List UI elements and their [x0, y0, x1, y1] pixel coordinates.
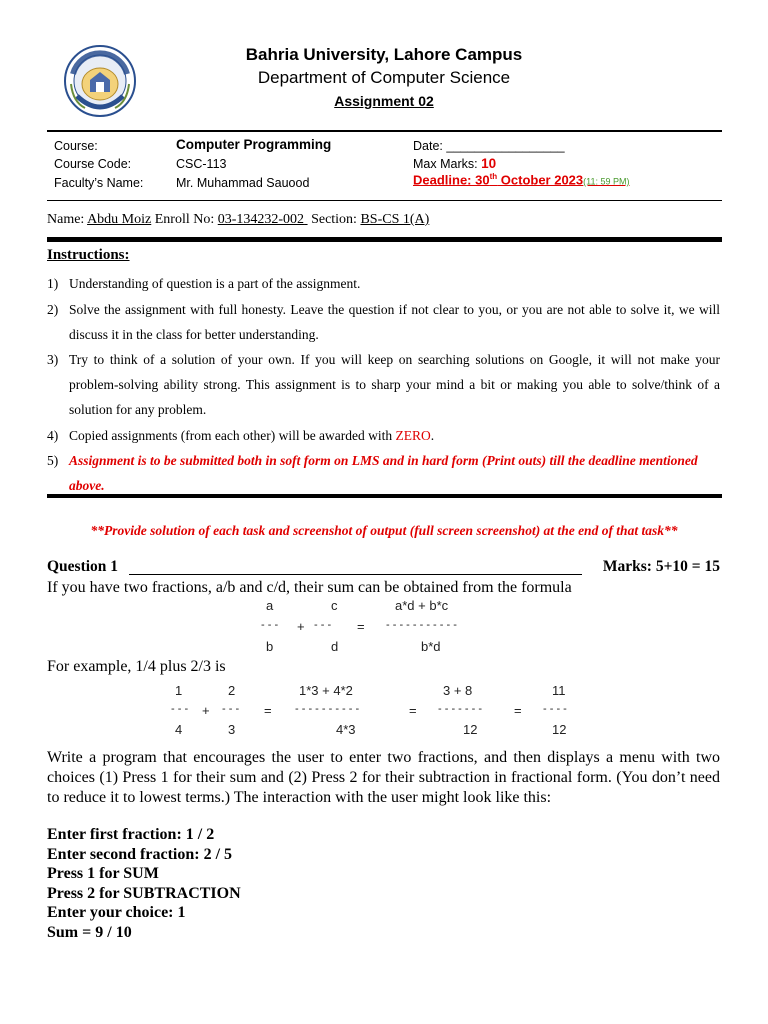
instruction-text: Solve the assignment with full honesty. Leave the question if not clear to you, or you are not able to solve it, we will discuss it in the class for better understanding. — [69, 302, 720, 342]
info-divider — [47, 200, 722, 201]
deadline-suffix: October 2023 — [497, 172, 584, 188]
example-bottom: 12 — [463, 722, 478, 737]
name-label: Name: — [47, 212, 85, 227]
instruction-text-end: . — [430, 428, 435, 443]
faculty-value: Mr. Muhammad Sauood — [176, 176, 310, 190]
instruction-text: Understanding of question is a part of the assignment. — [69, 276, 361, 291]
example-top: 11 — [552, 683, 566, 698]
formula-a: a — [266, 598, 274, 613]
formula-plus: + — [297, 619, 305, 634]
deadline-time: (11: 59 PM) — [583, 176, 630, 187]
question-marks: Marks: 5+10 = 15 — [602, 558, 720, 575]
course-value: Computer Programming — [176, 137, 332, 152]
date-row — [413, 139, 565, 153]
example-equals: = — [264, 703, 272, 718]
faculty-label: Faculty’s Name: — [54, 176, 144, 190]
example-bar: - - - - - - - - - - — [295, 703, 360, 715]
instruction-item — [47, 448, 720, 498]
deadline — [413, 172, 630, 187]
formula-equals: = — [357, 619, 365, 634]
instruction-item — [47, 271, 720, 296]
header-divider — [47, 130, 722, 132]
instruction-text: Copied assignments (from each other) will be awarded with — [69, 428, 396, 443]
deadline-sup: th — [489, 172, 498, 181]
instruction-text: Try to think of a solution of your own. If you will keep on searching solutions on Google, it will not make your problem-solving ability strong. This assignment is to sharp your mind a bit or making you able to solve/think of a solution for any problem. — [69, 352, 720, 417]
example-bottom: 12 — [552, 722, 567, 737]
interaction-line: Press 2 for SUBTRACTION — [47, 885, 241, 902]
example-top: 1 — [175, 683, 183, 698]
section-label: Section: — [311, 212, 357, 227]
instruction-item — [47, 297, 720, 347]
instructions-title: Instructions: — [47, 247, 130, 263]
code-label: Course Code: — [54, 157, 132, 171]
course-label: Course: — [54, 139, 98, 153]
question-intro: If you have two fractions, a/b and c/d, their sum can be obtained from the formula — [47, 579, 572, 596]
submission-note: **Provide solution of each task and screenshot of output (full screen screenshot) at the end of that task** — [90, 523, 678, 538]
example-intro: For example, 1/4 plus 2/3 is — [47, 658, 226, 675]
example-bottom: 3 — [228, 722, 236, 737]
example-equals: = — [409, 703, 417, 718]
instruction-number: 2) — [47, 302, 59, 317]
marks-label: Max Marks: — [413, 157, 478, 171]
example-bottom: 4 — [175, 722, 183, 737]
question-underline — [129, 574, 582, 575]
interaction-line: Enter second fraction: 2 / 5 — [47, 846, 233, 863]
example-plus: + — [202, 703, 210, 718]
section-value: BS-CS 1(A) — [360, 212, 430, 227]
instruction-number: 5) — [47, 453, 59, 468]
formula-b: b — [266, 639, 274, 654]
example-top: 1*3 + 4*2 — [299, 683, 353, 698]
student-row — [47, 212, 429, 228]
enroll-label: Enroll No: — [154, 212, 215, 227]
instruction-item — [47, 347, 720, 422]
marks-row — [413, 156, 496, 171]
interaction-line: Enter your choice: 1 — [47, 904, 186, 921]
deadline-prefix: Deadline: 30 — [413, 172, 490, 188]
enroll-value: 03-134232-002 — [217, 212, 305, 227]
instruction-text: Assignment is to be submitted both in soft form on LMS and in hard form (Print outs) till the deadline mentioned above. — [69, 453, 698, 493]
example-top: 2 — [228, 683, 236, 698]
instruction-number: 3) — [47, 352, 59, 367]
interaction-line: Enter first fraction: 1 / 2 — [47, 826, 215, 843]
formula-numerator: a*d + b*c — [395, 598, 449, 613]
example-equals: = — [514, 703, 522, 718]
marks-value: 10 — [481, 156, 497, 171]
instruction-item — [47, 423, 720, 448]
formula-d: d — [331, 639, 339, 654]
question-body: Write a program that encourages the user to enter two fractions, and then displays a menu with two choices (1) Press 1 for their sum and (2) Press 2 for their subtraction in fractional form. (You don’t need to reduce it to lowest terms.) The interaction with the user might look like this: — [47, 749, 720, 806]
university-title: Bahria University, Lahore Campus — [245, 45, 523, 64]
formula-c: c — [331, 598, 338, 613]
instruction-number: 1) — [47, 276, 59, 291]
question-title: Question 1 — [47, 558, 119, 575]
date-value: _________________ — [446, 139, 565, 153]
example-bar: - - - — [171, 703, 189, 715]
instructions-divider — [47, 494, 722, 498]
interaction-line: Sum = 9 / 10 — [47, 924, 132, 941]
department-title: Department of Computer Science — [257, 68, 511, 87]
code-value: CSC-113 — [176, 157, 227, 171]
formula-bar: - - - — [261, 619, 279, 631]
example-bar: - - - - — [543, 703, 567, 715]
zero-highlight: ZERO — [395, 428, 431, 443]
instruction-number: 4) — [47, 428, 59, 443]
example-bar: - - - — [222, 703, 240, 715]
formula-denominator: b*d — [421, 639, 441, 654]
name-value: Abdu Moiz — [87, 212, 152, 227]
date-label: Date: — [413, 139, 443, 153]
example-bottom: 4*3 — [336, 722, 356, 737]
interaction-line: Press 1 for SUM — [47, 865, 159, 882]
example-top: 3 + 8 — [443, 683, 473, 698]
assignment-title: Assignment 02 — [334, 93, 434, 109]
student-divider — [47, 237, 722, 242]
example-bar: - - - - - - - — [438, 703, 482, 715]
formula-bar: - - - — [314, 619, 332, 631]
formula-bar: - - - - - - - - - - - — [386, 619, 457, 631]
